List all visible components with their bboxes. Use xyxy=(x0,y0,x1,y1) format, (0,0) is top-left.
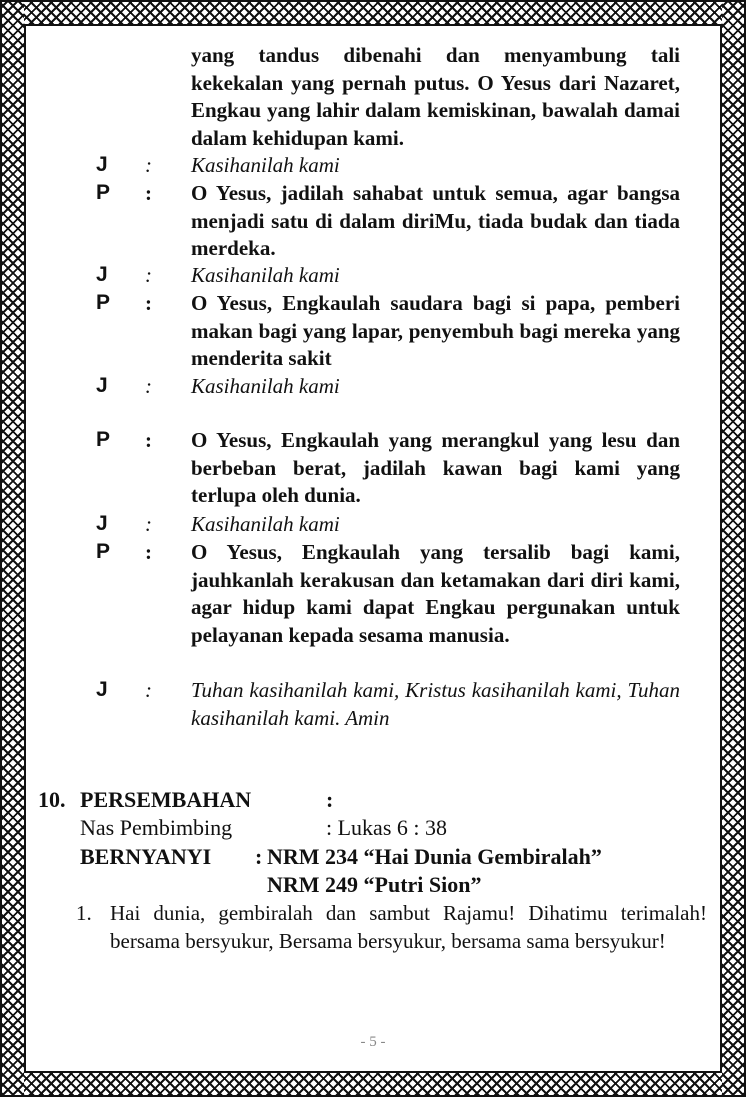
speaker-colon: : xyxy=(145,181,152,205)
speaker-colon: : xyxy=(145,428,152,452)
speaker-colon: : xyxy=(145,153,152,177)
response-text: Kasihanilah kami xyxy=(191,263,340,287)
verse-number: 1. xyxy=(76,901,92,925)
section-number: 10. xyxy=(38,787,66,812)
verse-text: Hai dunia, gembiralah dan sambut Rajamu! Dihatimu terimalah! bersama bersyukur, Bersama bersyukur, bersama sama bersyukur! xyxy=(110,901,707,953)
speaker-colon: : xyxy=(145,678,152,702)
nas-value: : Lukas 6 : 38 xyxy=(326,815,447,840)
ornament-border-bottom xyxy=(2,1073,744,1095)
response-text: Kasihanilah kami xyxy=(191,512,340,536)
speaker-colon: : xyxy=(145,291,152,315)
page-number: - 5 - xyxy=(360,1034,386,1050)
speaker-label: P xyxy=(96,428,111,451)
speaker-colon: : xyxy=(145,374,152,398)
speaker-label: J xyxy=(96,263,108,286)
section-title: PERSEMBAHAN xyxy=(80,787,252,812)
leader-text: O Yesus, jadilah sahabat untuk semua, agar bangsa menjadi satu di dalam diriMu, tiada budak dan tiada merdeka. xyxy=(191,181,680,261)
sing-colon: : xyxy=(255,844,263,869)
response-text: Kasihanilah kami xyxy=(191,153,340,177)
speaker-label: P xyxy=(96,181,111,204)
leader-text: O Yesus, Engkaulah yang tersalib bagi kami, jauhkanlah kerakusan dan ketamakan dari diri kami, agar hidup kami dapat Engkau pergunakan untuk pelayanan kepada sesama manusia. xyxy=(191,540,680,647)
nas-label: Nas Pembimbing xyxy=(80,815,233,840)
speaker-label: P xyxy=(96,540,111,563)
response-text: Tuhan kasihanilah kami, Kristus kasihanilah kami, Tuhan kasihanilah kami. Amin xyxy=(191,678,680,730)
ornament-border-top xyxy=(2,2,744,24)
ornament-border-left xyxy=(2,2,24,1095)
leader-text: O Yesus, Engkaulah yang merangkul yang lesu dan berbeban berat, jadilah kawan bagi kami yang terlupa oleh dunia. xyxy=(191,428,680,508)
speaker-label: J xyxy=(96,153,108,176)
song-1: NRM 234 “Hai Dunia Gembiralah” xyxy=(267,844,602,869)
speaker-colon: : xyxy=(145,263,152,287)
section-title-colon: : xyxy=(326,787,334,812)
sing-label: BERNYANYI xyxy=(80,844,212,869)
litany-intro-text: yang tandus dibenahi dan menyambung tali kekekalan yang pernah putus. O Yesus dari Nazaret, Engkau yang lahir dalam kemiskinan, bawalah damai dalam kehidupan kami. xyxy=(191,43,680,150)
speaker-label: P xyxy=(96,291,111,314)
song-2: NRM 249 “Putri Sion” xyxy=(267,872,482,897)
response-text: Kasihanilah kami xyxy=(191,374,340,398)
speaker-label: J xyxy=(96,512,108,535)
speaker-colon: : xyxy=(145,540,152,564)
ornament-border-right xyxy=(722,2,744,1095)
leader-text: O Yesus, Engkaulah saudara bagi si papa, pemberi makan bagi yang lapar, penyembuh bagi mereka yang menderita sakit xyxy=(191,291,680,371)
speaker-colon: : xyxy=(145,512,152,536)
speaker-label: J xyxy=(96,374,108,397)
speaker-label: J xyxy=(96,678,108,701)
